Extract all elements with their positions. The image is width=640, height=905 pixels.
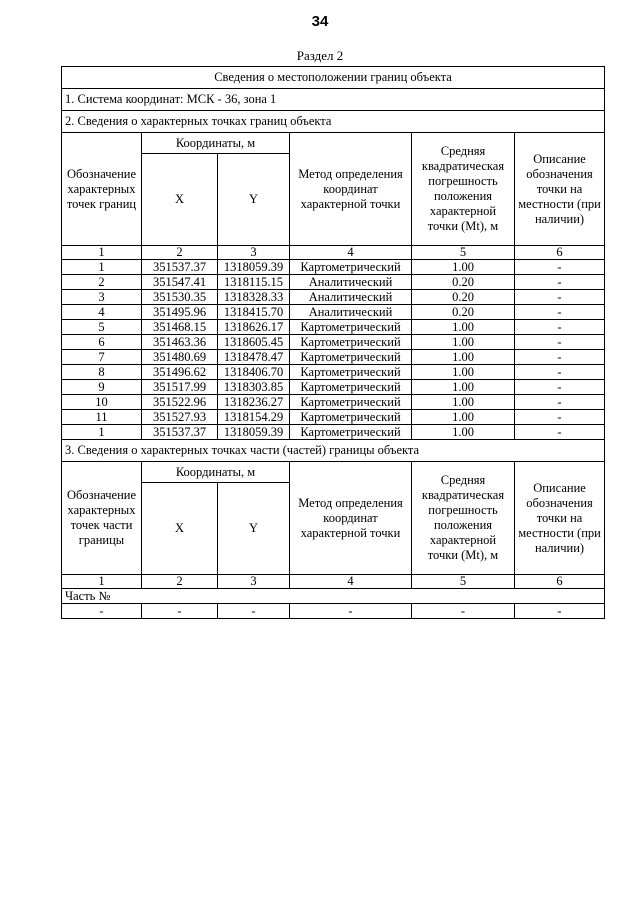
point-desc: - [515, 410, 605, 425]
point-desc: - [515, 365, 605, 380]
header-designation-part: Обозначение характерных точек части границы [62, 462, 142, 575]
block2-title: 2. Сведения о характерных точках границ объекта [62, 111, 605, 133]
coord-system: 1. Система координат: МСК - 36, зона 1 [62, 89, 605, 111]
point-method: Аналитический [290, 305, 412, 320]
header-description: Описание обозначения точки на местности (при наличии) [515, 133, 605, 246]
header-y: Y [218, 483, 290, 575]
column-number: 2 [142, 246, 218, 260]
point-method: Картометрический [290, 425, 412, 440]
column-numbers-row [62, 575, 605, 589]
point-y: 1318406.70 [218, 365, 290, 380]
page-number: 34 [311, 13, 329, 30]
section-title: Раздел 2 [296, 48, 344, 63]
part-cell: - [218, 604, 290, 619]
table-row [62, 380, 605, 395]
point-mt: 1.00 [412, 320, 515, 335]
point-method: Аналитический [290, 290, 412, 305]
table-row [62, 350, 605, 365]
point-id: 6 [62, 335, 142, 350]
point-y: 1318059.39 [218, 260, 290, 275]
point-y: 1318626.17 [218, 320, 290, 335]
table-title: Сведения о местоположении границ объекта [62, 67, 605, 89]
column-number: 5 [412, 246, 515, 260]
table-row [62, 335, 605, 350]
header-designation: Обозначение характерных точек границ [62, 133, 142, 246]
column-number: 4 [290, 246, 412, 260]
point-y: 1318115.15 [218, 275, 290, 290]
table-row [62, 305, 605, 320]
header-coordinates: Координаты, м [142, 133, 290, 154]
point-x: 351537.37 [142, 260, 218, 275]
point-desc: - [515, 260, 605, 275]
point-y: 1318328.33 [218, 290, 290, 305]
point-method: Картометрический [290, 350, 412, 365]
point-desc: - [515, 380, 605, 395]
point-x: 351463.36 [142, 335, 218, 350]
point-y: 1318478.47 [218, 350, 290, 365]
table-row [62, 365, 605, 380]
point-method: Картометрический [290, 335, 412, 350]
header-error: Средняя квадратическая погрешность положения характерной точки (Mt), м [412, 462, 515, 575]
point-mt: 1.00 [412, 350, 515, 365]
point-x: 351537.37 [142, 425, 218, 440]
header-method: Метод определения координат характерной точки [290, 133, 412, 246]
column-number: 6 [515, 246, 605, 260]
point-desc: - [515, 275, 605, 290]
header-x: X [142, 483, 218, 575]
point-method: Картометрический [290, 395, 412, 410]
header-x: X [142, 154, 218, 246]
table-row [62, 320, 605, 335]
point-mt: 0.20 [412, 290, 515, 305]
point-y: 1318154.29 [218, 410, 290, 425]
point-mt: 1.00 [412, 365, 515, 380]
table-row [62, 275, 605, 290]
point-method: Картометрический [290, 260, 412, 275]
header-y: Y [218, 154, 290, 246]
point-y: 1318303.85 [218, 380, 290, 395]
column-number: 1 [62, 575, 142, 589]
table-row [62, 410, 605, 425]
column-number: 6 [515, 575, 605, 589]
point-mt: 1.00 [412, 410, 515, 425]
point-id: 8 [62, 365, 142, 380]
point-id: 9 [62, 380, 142, 395]
point-mt: 1.00 [412, 380, 515, 395]
point-method: Картометрический [290, 365, 412, 380]
point-mt: 1.00 [412, 425, 515, 440]
point-desc: - [515, 290, 605, 305]
point-desc: - [515, 350, 605, 365]
point-y: 1318415.70 [218, 305, 290, 320]
part-cell: - [515, 604, 605, 619]
point-id: 5 [62, 320, 142, 335]
point-id: 3 [62, 290, 142, 305]
part-cell: - [62, 604, 142, 619]
point-x: 351468.15 [142, 320, 218, 335]
point-id: 2 [62, 275, 142, 290]
part-label: Часть № [62, 589, 605, 604]
point-id: 11 [62, 410, 142, 425]
column-number: 3 [218, 575, 290, 589]
column-number: 5 [412, 575, 515, 589]
part-cell: - [290, 604, 412, 619]
point-id: 7 [62, 350, 142, 365]
point-y: 1318605.45 [218, 335, 290, 350]
point-x: 351547.41 [142, 275, 218, 290]
block3-title: 3. Сведения о характерных точках части (частей) границы объекта [62, 440, 605, 462]
point-id: 1 [62, 260, 142, 275]
table-row [62, 260, 605, 275]
point-mt: 1.00 [412, 260, 515, 275]
point-mt: 1.00 [412, 335, 515, 350]
header-coordinates: Координаты, м [142, 462, 290, 483]
point-method: Картометрический [290, 380, 412, 395]
table-row [62, 395, 605, 410]
table-row [62, 290, 605, 305]
point-x: 351522.96 [142, 395, 218, 410]
point-y: 1318236.27 [218, 395, 290, 410]
point-x: 351496.62 [142, 365, 218, 380]
table-row [62, 425, 605, 440]
point-x: 351517.99 [142, 380, 218, 395]
point-mt: 0.20 [412, 275, 515, 290]
column-number: 1 [62, 246, 142, 260]
point-desc: - [515, 305, 605, 320]
column-number: 4 [290, 575, 412, 589]
point-x: 351480.69 [142, 350, 218, 365]
header-error: Средняя квадратическая погрешность положения характерной точки (Mt), м [412, 133, 515, 246]
point-desc: - [515, 335, 605, 350]
point-mt: 0.20 [412, 305, 515, 320]
point-id: 10 [62, 395, 142, 410]
part-row [62, 604, 605, 619]
point-x: 351495.96 [142, 305, 218, 320]
column-numbers-row [62, 246, 605, 260]
part-cell: - [142, 604, 218, 619]
point-x: 351530.35 [142, 290, 218, 305]
column-number: 2 [142, 575, 218, 589]
column-number: 3 [218, 246, 290, 260]
boundary-table [61, 66, 605, 619]
point-method: Картометрический [290, 410, 412, 425]
point-method: Аналитический [290, 275, 412, 290]
point-method: Картометрический [290, 320, 412, 335]
point-desc: - [515, 425, 605, 440]
part-cell: - [412, 604, 515, 619]
header-method: Метод определения координат характерной точки [290, 462, 412, 575]
point-desc: - [515, 395, 605, 410]
header-description: Описание обозначения точки на местности (при наличии) [515, 462, 605, 575]
point-mt: 1.00 [412, 395, 515, 410]
point-y: 1318059.39 [218, 425, 290, 440]
point-x: 351527.93 [142, 410, 218, 425]
point-id: 1 [62, 425, 142, 440]
point-id: 4 [62, 305, 142, 320]
point-desc: - [515, 320, 605, 335]
